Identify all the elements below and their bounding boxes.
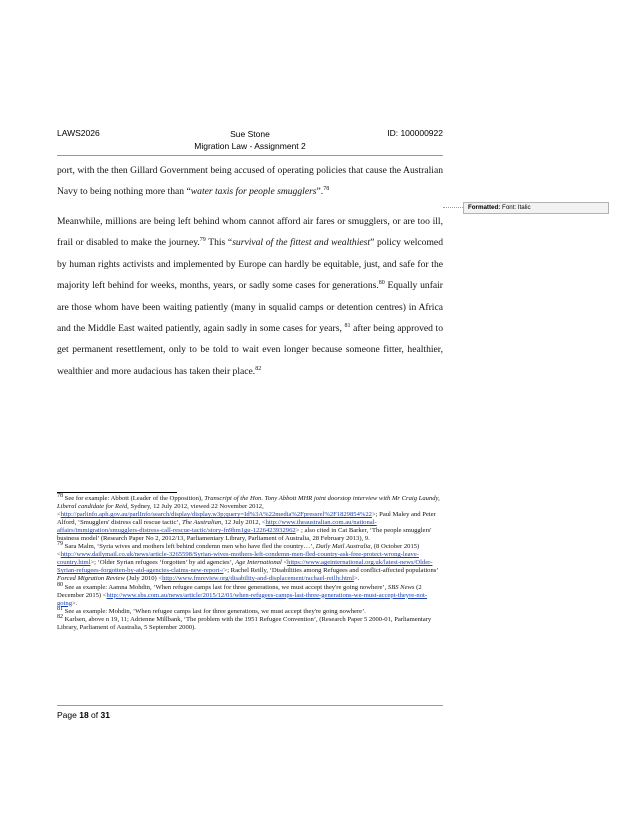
footnote-separator [57, 492, 177, 493]
footnote-ref-79[interactable]: 79 [199, 237, 206, 244]
header-center [57, 128, 443, 152]
p1-italic-quote: water taxis for people smugglers [190, 186, 317, 198]
fn-text: See as example: Aamna Mohdin, ‘When refugee camps last for three generations, we must accept they're going nowhere’, [63, 583, 388, 591]
fn-text: , (8 October 2015) < [57, 543, 420, 559]
header-student-name: Sue Stone [230, 129, 270, 139]
footnote-number: 79 [57, 541, 63, 548]
fn-italic: Age International [235, 559, 282, 567]
footer-page-current: 18 [79, 710, 89, 720]
fn-text: (July 2010) < [124, 575, 163, 583]
fn-text: > ; also cited in Cat Barker, ‘The people smugglers' business model’ (Research Paper No 2, 2012/13, Parliamentary Library, Parliament of Australia, 28 February 2013), 9. [57, 527, 432, 543]
comment-connector [443, 207, 463, 208]
footnote-79 [57, 543, 443, 583]
footnote-link[interactable]: http://www.theaustralian.com.au/national-affairs/immigration/smugglers-distress-call-rescue-tactic/story-fn9hm1gu-1226423932962 [57, 519, 377, 535]
footnote-link[interactable]: http://www.fmreview.org/disability-and-displacement/rachael-reilly.html [162, 575, 354, 583]
fn-italic: Daily Mail Australia [315, 543, 371, 551]
footnote-link[interactable]: http://www.dailymail.co.uk/news/article-3265598/Syrian-wives-mothers-left-condemn-men-fled-country-ask-free-protect-wrong-leave-country.html [57, 551, 419, 567]
p2-text-b: This “ [205, 237, 233, 249]
footer-divider [57, 705, 443, 706]
fn-text: >. [72, 599, 78, 607]
footnote-link[interactable]: https://www.ageinternational.org.uk/latest-news/Older-Syrian-refugees-forgotten-by-aid-agencies-claims-new-report-/ [57, 559, 433, 575]
fn-text: Sara Malm, ‘Syria wives and mothers left behind condemn men who have fled the country…’, [63, 543, 316, 551]
footnote-78 [57, 492, 443, 543]
footnote-82 [57, 613, 443, 632]
header-student-id: ID: 100000922 [387, 128, 443, 138]
p2-text-a: Meanwhile, millions are being left behind whom cannot afford air fares or smugglers, or are too ill, frail or disabled to make the journey. [57, 216, 443, 249]
footnote-link[interactable]: http://www.sbs.com.au/news/article/2015/12/01/when-refugees-camps-last-three-generations-we-must-accept-theyre-not-going [57, 591, 428, 607]
p1-text-b: ”. [316, 186, 324, 198]
fn-italic: SBS News [387, 583, 415, 591]
footnote-ref-82[interactable]: 82 [255, 365, 262, 372]
footnote-number: 78 [57, 492, 63, 499]
footnote-number: 80 [57, 581, 63, 588]
fn-italic: Transcript of the Hon. Tony Abbott MHR joint doorstop interview with Mr Craig Laundy, Liberal candidate for Reid [57, 495, 440, 511]
footnote-ref-81[interactable]: 81 [344, 322, 351, 329]
fn-text: Karlsen, above n 19, 11; Adrienne Millbank, ‘The problem with the 1951 Refugee Convention’, (Research Paper 5 2000-01, Parliamentary Library, Parliament of Australia, 5 September 2000). [57, 615, 432, 631]
fn-italic: The Australian [181, 519, 222, 527]
page-footer [57, 710, 110, 720]
footnote-ref-78[interactable]: 78 [323, 186, 330, 193]
paragraph-1[interactable] [57, 160, 443, 203]
footnote-81 [57, 605, 443, 616]
fn-text: >; ‘Older Syrian refugees ‘forgotten’ by aid agencies’, [90, 559, 236, 567]
fn-text: >. [353, 575, 360, 583]
footnotes [57, 492, 443, 632]
footnote-number: 81 [57, 605, 63, 612]
p2-text-d: Equally unfair are those whom have been waiting patiently (many in squalid camps or detention centres) in Africa and the Middle East waited patiently, again sadly in some cases for years, [57, 280, 444, 335]
comment-label: Formatted: [468, 204, 501, 211]
footnote-ref-80[interactable]: 80 [378, 280, 385, 287]
p2-text-c: ” policy welcomed by human rights activists and implemented by Europe can hardly be equitable, just, and safe for the majority left behind for weeks, months, years, or sadly some cases for generations. [57, 237, 443, 292]
fn-text: , 12 July 2012, < [221, 519, 266, 527]
footnote-link[interactable]: http://parlinfo.aph.gov.au/parlInfo/search/display/display.w3p;query=Id%3A%22media%2Fpressrel%2F1829854%22 [60, 511, 372, 519]
fn-text: See for example: Abbott (Leader of the Opposition), [63, 495, 205, 502]
fn-text: See as example: Mohdin, ‘When refugee camps last for three generations, we must accept they're going nowhere’. [63, 607, 366, 615]
formatting-comment[interactable] [463, 202, 609, 214]
header-divider [57, 155, 443, 156]
fn-text: >; Paul Maley and Peter Alford, ‘Smugglers' distress call rescue tactic’, [57, 511, 436, 527]
fn-text: (2 December 2015) < [57, 583, 422, 599]
footer-page-total: 31 [100, 710, 110, 720]
comment-text: Font: Italic [502, 204, 531, 211]
p2-text-e: after being approved to get permanent resettlement, only to be told to wait even longer because someone fitter, healthier, wealthier and more audacious has taken their place. [57, 323, 443, 377]
paragraph-2[interactable] [57, 211, 443, 382]
p1-text-a: port, with the then Gillard Government being accused of operating policies that cause the Australian Navy to being nothing more than “ [57, 165, 443, 198]
fn-text: < [281, 559, 288, 567]
fn-text: , Sydney, 12 July 2012, viewed 22 November 2012, < [57, 503, 264, 519]
fn-italic: Forced Migration Review [57, 575, 125, 583]
header-subtitle: Migration Law - Assignment 2 [194, 141, 306, 151]
header-course: LAWS2026 [57, 128, 100, 138]
footer-page-of: of [88, 710, 101, 720]
footer-page-label: Page [57, 710, 80, 720]
p2-italic-quote: survival of the fittest and wealthiest [232, 237, 371, 249]
footnote-number: 82 [57, 613, 63, 620]
footnote-80 [57, 581, 443, 608]
fn-text: >; Rachel Reilly, ‘Disabilities among Refugees and conflict-affected populations’ [223, 567, 439, 575]
